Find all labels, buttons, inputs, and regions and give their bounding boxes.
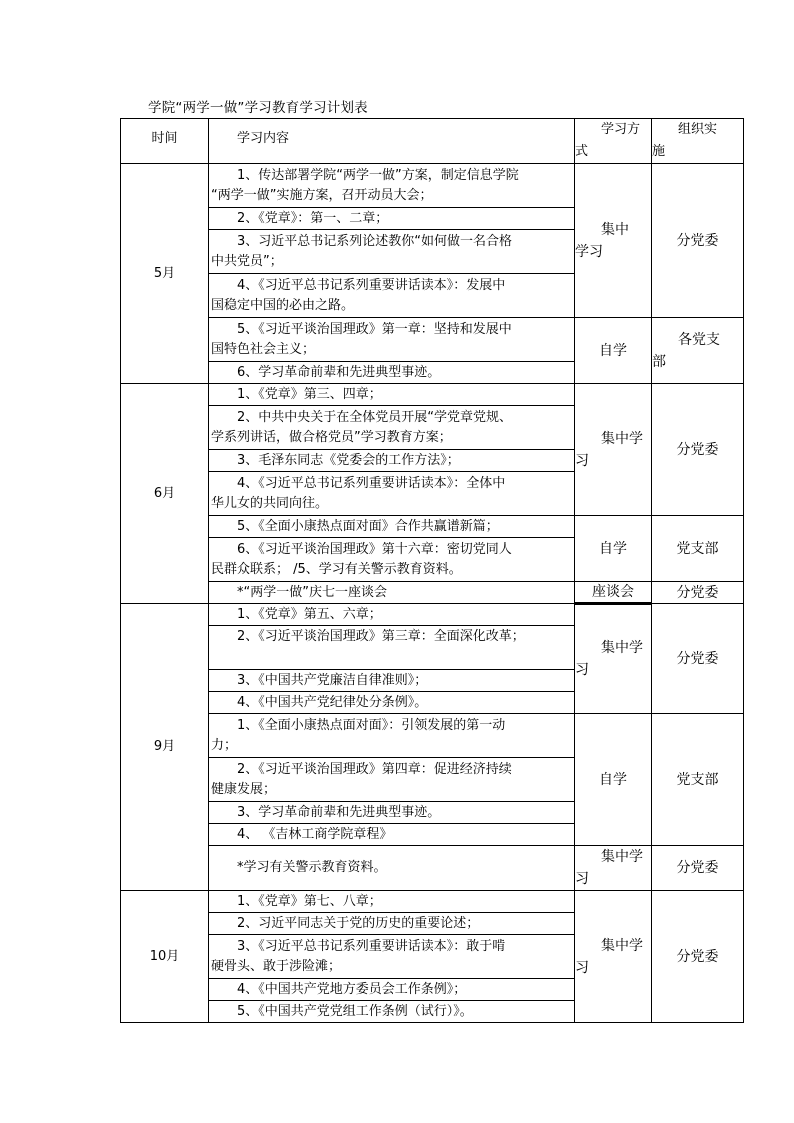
method-cell: 集中 学习: [575, 164, 652, 318]
month-sep: 9月: [121, 604, 209, 891]
org-cell: 分党委: [652, 846, 744, 891]
header-method-line1: 学习方: [601, 122, 641, 137]
list-item: 5、《中国共产党党组工作条例（试行）》。: [209, 1001, 575, 1023]
list-item: 4、《中国共产党纪律处分条例》。: [209, 692, 575, 714]
list-item: 3、毛泽东同志《党委会的工作方法》；: [209, 450, 575, 472]
org-cell: 分党委: [652, 582, 744, 604]
list-item: 2、中共中央关于在全体党员开展“学党章党规、 学系列讲话，做合格党员”学习教育方案；: [209, 406, 575, 450]
header-org-line2: 施: [652, 144, 666, 159]
org-cell: 党支部: [652, 714, 744, 846]
method-cell: 自学: [575, 516, 652, 582]
header-method: [575, 119, 652, 164]
header-content: 学习内容: [209, 119, 575, 164]
org-cell: 分党委: [652, 164, 744, 318]
list-item: 6、《习近平谈治国理政》第十六章：密切党同人 民群众联系； /5、学习有关警示教育资料。: [209, 538, 575, 582]
list-item: 2、《习近平谈治国理政》第三章：全面深化改革；: [209, 626, 575, 670]
month-oct: 10月: [121, 891, 209, 1023]
list-item: 4、《习近平总书记系列重要讲话读本》：发展中 国稳定中国的必由之路。: [209, 274, 575, 318]
list-item: *学习有关警示教育资料。: [209, 846, 575, 891]
method-cell: 集中学 习: [575, 384, 652, 516]
header-method-line2: 式: [575, 144, 589, 159]
list-item: 5、《全面小康热点面对面》合作共赢谱新篇；: [209, 516, 575, 538]
list-item: 2、《党章》：第一、二章；: [209, 208, 575, 230]
method-cell: 自学: [575, 318, 652, 384]
list-item: 5、《习近平谈治国理政》第一章：坚持和发展中 国特色社会主义；: [209, 318, 575, 362]
study-plan-table: [120, 118, 744, 1023]
list-item: 3、习近平总书记系列论述教你“如何做一名合格 中共党员”；: [209, 230, 575, 274]
table-row: [121, 714, 744, 758]
list-item: 3、《中国共产党廉洁自律准则》；: [209, 670, 575, 692]
header-org: [652, 119, 744, 164]
header-org-line1: 组织实: [678, 122, 718, 137]
method-cell: 座谈会: [575, 582, 652, 604]
table-row: [121, 384, 744, 406]
list-item: 1、《党章》第三、四章；: [209, 384, 575, 406]
document-title: 学院“两学一做”学习教育学习计划表: [148, 100, 368, 116]
list-item: 1、《党章》第七、八章；: [209, 891, 575, 913]
table-row: [121, 516, 744, 538]
table-row: [121, 891, 744, 913]
list-item: 2、习近平同志关于党的历史的重要论述；: [209, 913, 575, 935]
method-cell: 集中学 习: [575, 846, 652, 891]
list-item: 2、《习近平谈治国理政》第四章：促进经济持续 健康发展；: [209, 758, 575, 802]
list-item: 4、《中国共产党地方委员会工作条例》；: [209, 979, 575, 1001]
list-item: 1、《全面小康热点面对面》：引领发展的第一动 力；: [209, 714, 575, 758]
list-item: 4、 《吉林工商学院章程》: [209, 824, 575, 846]
list-item: 1、《党章》第五、六章；: [209, 604, 575, 626]
header-row: [121, 119, 744, 164]
list-item: 4、《习近平总书记系列重要讲话读本》：全体中 华儿女的共同向往。: [209, 472, 575, 516]
table-row: [121, 582, 744, 604]
method-cell: 集中学 习: [575, 604, 652, 714]
table-row: [121, 318, 744, 362]
table-row: [121, 604, 744, 626]
org-cell: 分党委: [652, 604, 744, 714]
org-cell: 分党委: [652, 384, 744, 516]
list-item: 3、学习革命前辈和先进典型事迹。: [209, 802, 575, 824]
list-item: 3、《习近平总书记系列重要讲话读本》：敢于啃 硬骨头、敢于涉险滩；: [209, 935, 575, 979]
header-time: 时间: [121, 119, 209, 164]
list-item: 6、学习革命前辈和先进典型事迹。: [209, 362, 575, 384]
table-row: [121, 164, 744, 208]
org-cell: 各党支 部: [652, 318, 744, 384]
list-item: *“两学一做”庆七一座谈会: [209, 582, 575, 604]
org-cell: 分党委: [652, 891, 744, 1023]
method-cell: 集中学 习: [575, 891, 652, 1023]
method-cell: 自学: [575, 714, 652, 846]
table-row: [121, 846, 744, 891]
month-jun: 6月: [121, 384, 209, 604]
org-cell: 党支部: [652, 516, 744, 582]
list-item: 1、传达部署学院“两学一做”方案，制定信息学院 “两学一做”实施方案，召开动员大会；: [209, 164, 575, 208]
month-may: 5月: [121, 164, 209, 384]
